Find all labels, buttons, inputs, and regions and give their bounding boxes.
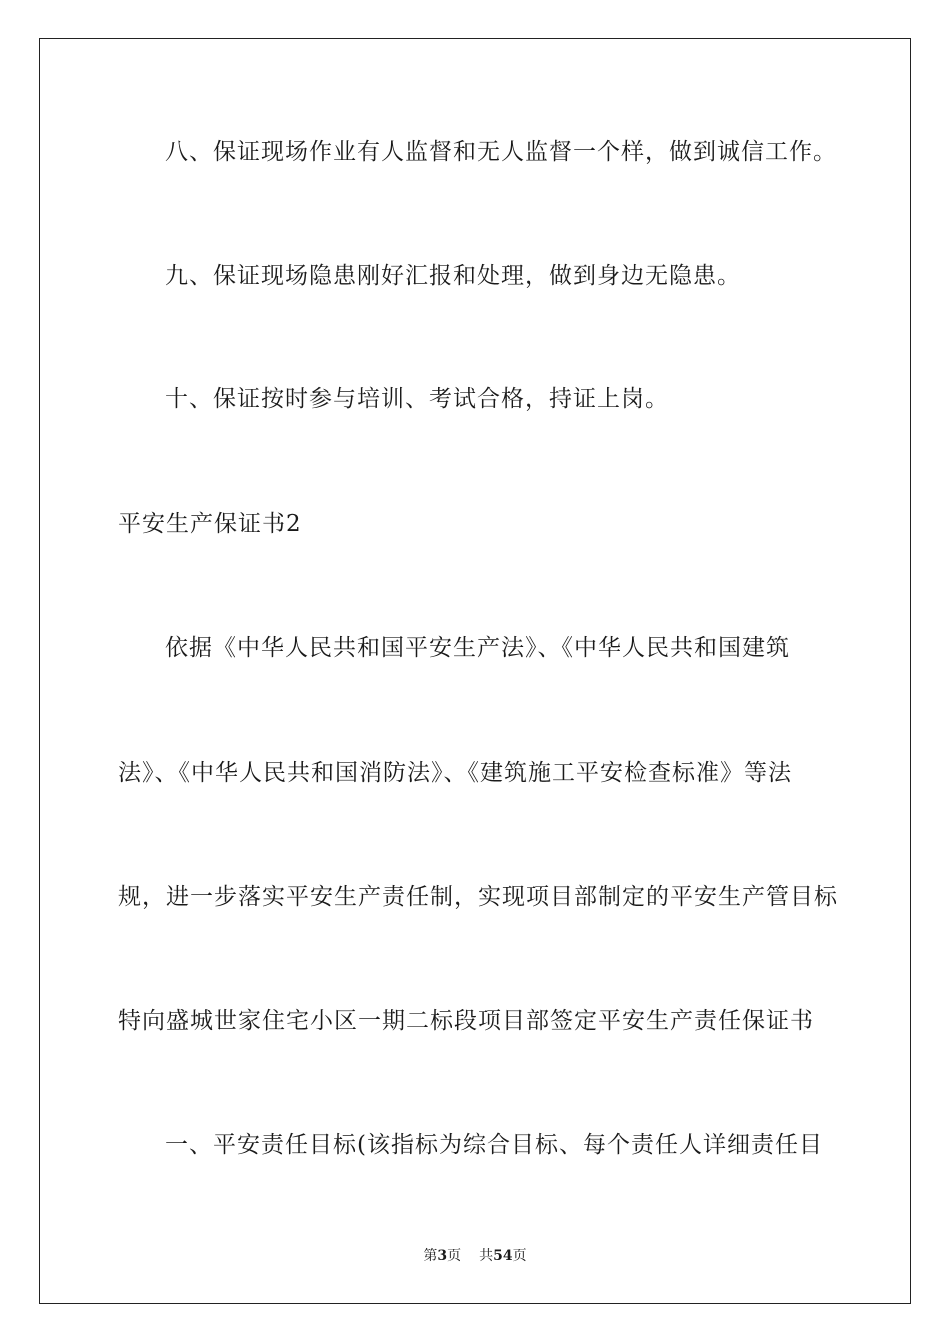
paragraph-line-1: 八、保证现场作业有人监督和无人监督一个样，做到诚信工作。 (165, 139, 837, 165)
paragraph-line-7: 规，进一步落实平安生产责任制，实现项目部制定的平安生产管目标 (118, 884, 838, 910)
footer-total-pages: 54 (493, 1248, 513, 1264)
paragraph-line-2: 九、保证现场隐患刚好汇报和处理，做到身边无隐患。 (165, 263, 741, 289)
page-footer (0, 1246, 950, 1266)
footer-page-number: 3 (437, 1248, 448, 1264)
paragraph-line-8: 特向盛城世家住宅小区一期二标段项目部签定平安生产责任保证书 (118, 1008, 814, 1034)
footer-page-suffix: 页 (447, 1248, 462, 1264)
footer-total-suffix: 页 (512, 1248, 527, 1264)
footer-page-prefix: 第 (423, 1248, 438, 1264)
footer-total-prefix: 共 (479, 1248, 494, 1264)
page-frame (39, 38, 911, 1304)
paragraph-line-6: 法》、《中华人民共和国消防法》、《建筑施工平安检查标准》等法 (118, 760, 792, 786)
paragraph-line-3: 十、保证按时参与培训、考试合格，持证上岗。 (165, 386, 669, 412)
section-heading: 平安生产保证书2 (118, 511, 302, 537)
paragraph-line-5: 依据《中华人民共和国平安生产法》、《中华人民共和国建筑 (165, 635, 790, 661)
paragraph-line-9: 一、平安责任目标(该指标为综合目标、每个责任人详细责任目 (165, 1132, 823, 1158)
